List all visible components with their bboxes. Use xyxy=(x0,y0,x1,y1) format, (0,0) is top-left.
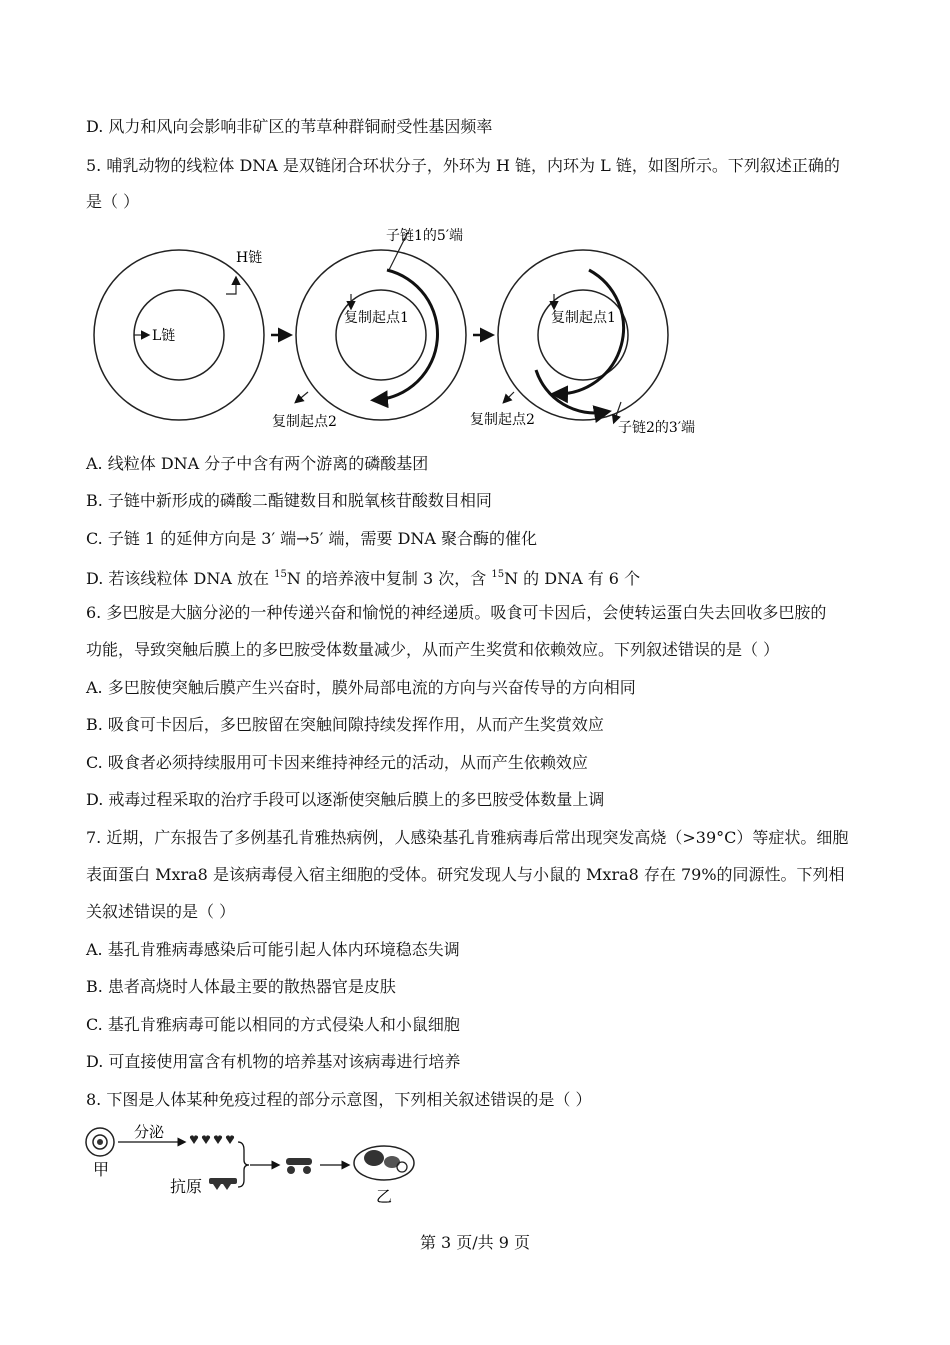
dna-circle-c xyxy=(470,250,695,436)
q7-stem-line3: 关叙述错误的是（ ） xyxy=(86,902,236,921)
origin1-label-c: 复制起点1 xyxy=(551,310,616,326)
q7-option-b: B. 患者高烧时人体最主要的散热器官是皮肤 xyxy=(86,977,396,996)
q5d-part3: N 的 DNA 有 6 个 xyxy=(504,569,641,588)
antigen-label: 抗原 xyxy=(170,1177,203,1196)
q5-option-b: B. 子链中新形成的磷酸二酯键数目和脱氧核苷酸数目相同 xyxy=(86,491,492,510)
dna-circle-b xyxy=(272,227,466,430)
cell-jia xyxy=(86,1128,114,1156)
bracket xyxy=(238,1142,249,1187)
dna-circle-a xyxy=(94,250,264,420)
q6-option-b: B. 吸食可卡因后，多巴胺留在突触间隙持续发挥作用，从而产生奖赏效应 xyxy=(86,715,604,734)
jia-label: 甲 xyxy=(93,1160,110,1179)
q7-stem-line1: 7. 近期，广东报告了多例基孔肯雅热病例，人感染基孔肯雅病毒后常出现突发高烧（>39°C）等症状。细胞 xyxy=(86,828,849,847)
child2-3-end-label: 子链2的3′端 xyxy=(618,420,695,436)
h-chain-label: H链 xyxy=(236,250,263,266)
antigen-shape xyxy=(209,1178,237,1190)
mtdna-replication-figure xyxy=(86,222,806,437)
q7-option-a: A. 基孔肯雅病毒感染后可能引起人体内环境稳态失调 xyxy=(86,940,460,959)
q5-stem-line1: 5. 哺乳动物的线粒体 DNA 是双链闭合环状分子，外环为 H 链，内环为 L 链，如图所示。下列叙述正确的 xyxy=(86,156,840,175)
q7-stem-line2: 表面蛋白 Mxra8 是该病毒侵入宿主细胞的受体。研究发现人与小鼠的 Mxra8 存在 79%的同源性。下列相 xyxy=(86,865,845,884)
q5d-sup2: 15 xyxy=(491,569,505,580)
q5d-part2: N 的培养液中复制 3 次，含 xyxy=(286,569,492,588)
page-footer: 第 3 页/共 9 页 xyxy=(419,1233,531,1252)
origin2-label-b: 复制起点2 xyxy=(272,414,337,430)
q6-option-d: D. 戒毒过程采取的治疗手段可以逐渐使突触后膜上的多巴胺受体数量上调 xyxy=(86,790,605,809)
immune-process-figure xyxy=(82,1120,422,1210)
q5-option-d xyxy=(86,565,640,589)
q5-option-c: C. 子链 1 的延伸方向是 3′ 端→5′ 端，需要 DNA 聚合酶的催化 xyxy=(86,529,538,548)
q6-option-a: A. 多巴胺使突触后膜产生兴奋时，膜外局部电流的方向与兴奋传导的方向相同 xyxy=(86,678,636,697)
secrete-label: 分泌 xyxy=(134,1123,165,1141)
q6-option-c: C. 吸食者必须持续服用可卡因来维持神经元的活动，从而产生依赖效应 xyxy=(86,753,588,772)
l-chain-label: L链 xyxy=(152,328,176,344)
yi-label: 乙 xyxy=(376,1187,393,1206)
antibodies xyxy=(190,1135,234,1144)
q5-stem-line2: 是（ ） xyxy=(86,192,140,211)
q7-option-c: C. 基孔肯雅病毒可能以相同的方式侵染人和小鼠细胞 xyxy=(86,1015,460,1034)
q8-stem: 8. 下图是人体某种免疫过程的部分示意图，下列相关叙述错误的是（ ） xyxy=(86,1090,592,1109)
origin2-label-c: 复制起点2 xyxy=(470,412,535,428)
q7-option-d: D. 可直接使用富含有机物的培养基对该病毒进行培养 xyxy=(86,1052,461,1071)
antigen-antibody-complex xyxy=(286,1158,312,1174)
q6-stem-line2: 功能，导致突触后膜上的多巴胺受体数量减少，从而产生奖赏和依赖效应。下列叙述错误的是（ ） xyxy=(86,640,780,659)
q6-stem-line1: 6. 多巴胺是大脑分泌的一种传递兴奋和愉悦的神经递质。吸食可卡因后，会使转运蛋白失去回收多巴胺的 xyxy=(86,603,827,622)
q4-option-d: D. 风力和风向会影响非矿区的苇草种群铜耐受性基因频率 xyxy=(86,117,493,136)
q5d-sup1: 15 xyxy=(274,569,287,580)
child1-5-end-label: 子链1的5′端 xyxy=(386,228,463,244)
origin1-label-b: 复制起点1 xyxy=(344,310,409,326)
q5-option-a: A. 线粒体 DNA 分子中含有两个游离的磷酸基团 xyxy=(86,454,429,473)
cell-yi xyxy=(354,1146,414,1180)
q5d-part1: D. 若该线粒体 DNA 放在 xyxy=(86,569,275,588)
